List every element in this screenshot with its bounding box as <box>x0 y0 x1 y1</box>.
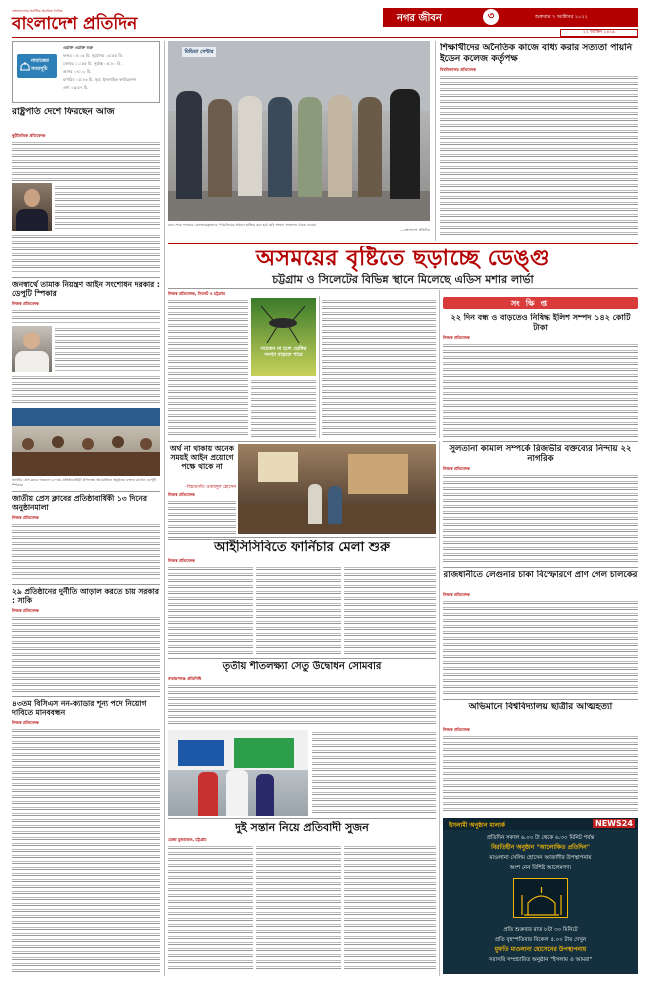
byline: কূটনৈতিক প্রতিবেদক <box>12 133 46 138</box>
byline: নিজস্ব প্রতিবেদক <box>12 608 39 613</box>
portrait-photo <box>12 326 52 372</box>
brief-news-bar <box>443 297 638 309</box>
furniture-photo <box>238 444 436 534</box>
photo-caption: র‍্যাব সদর দফতরে গ্রেফতারকৃতদের গণমাধ্যমের সামনে হাজির করা হয়। ছবি সংবাদ সম্মেলন থেকে নেওয়া <box>168 223 317 227</box>
headline-bcs[interactable]: ৪৩তম বিসিএস নন-ক্যাডার শূন্য পদে নিয়োগ দাবিতে মানববন্ধন <box>12 699 147 717</box>
ad-line: মাওলানা সেলিম হোসেন আজাদীর উপস্থাপনায় <box>489 855 592 861</box>
portrait-photo <box>12 183 52 231</box>
masthead-logo[interactable] <box>12 9 162 33</box>
headline-eden[interactable]: শিক্ষার্থীদের অনৈতিক কাজে বাধ্য করার সত্যতা পায়নি ইডেন কলেজ কর্তৃপক্ষ <box>440 43 633 64</box>
mosquito-illustration <box>251 298 316 376</box>
prayer-row: মাগরিব ০৫:৪৩ মি. সূত্র: ইসলামিক ফাউন্ডেশন <box>63 77 137 82</box>
headline-bridge[interactable]: তৃতীয় শীতলক্ষ্যা সেতু উদ্বোধন সোমবার <box>222 661 382 672</box>
news24-advertisement[interactable] <box>443 818 638 974</box>
news24-logo: NEWS24 <box>595 819 633 828</box>
prayer-header: ওয়াক্ত ওয়াক্ত শুরু <box>63 45 93 50</box>
headline-fund[interactable]: অর্থ না থাকায় অনেক সময়ই আইন প্রয়োগে পক্ষে থাকে না <box>170 444 234 471</box>
byline: বিশ্ববিদ্যালয় প্রতিবেদক <box>440 67 477 72</box>
byline: নিজস্ব প্রতিবেদক <box>168 492 195 497</box>
byline: নিজস্ব প্রতিবেদক <box>12 301 39 306</box>
date-bangla: ২২ আশ্বিন ১৪২৯ <box>560 29 638 37</box>
press-conference-photo <box>168 41 430 221</box>
section-bar <box>383 8 638 27</box>
prayer-row: জোহর ১১:৫৫ মি. সূর্যাস্ত ০৫:৪০ মি. <box>63 61 122 66</box>
byline: নিজস্ব প্রতিবেদক <box>443 466 470 471</box>
ad-line: প্রতিদিন সকাল ৬.০০ টা থেকে ৬.৩০ মিনিট পর্যন্ত <box>486 835 595 841</box>
headline-leguna[interactable]: রাজধানীতে লেগুনার চাকা বিস্ফোরণে প্রাণ গেল চালকের <box>443 570 638 580</box>
byline: নিজস্ব প্রতিবেদক <box>12 515 39 520</box>
media-center-sign: মিডিয়া সেন্টার <box>182 47 216 57</box>
prayer-row: ফজর ০৪:০৫ মি. সূর্যোদয় ০৫:৫৫ মি. <box>63 53 123 58</box>
byline: নিজস্ব প্রতিবেদক <box>168 558 195 563</box>
ad-top: ইসলামী অনুষ্ঠান মালার্ক <box>449 822 506 829</box>
byline: নারায়ণগঞ্জ প্রতিনিধি <box>168 676 202 681</box>
headline-sujon[interactable]: দুই সন্তান নিয়ে প্রতিবাদী সুজন <box>235 821 369 834</box>
photo-caption: জাতীয় প্রেস ক্লাবে গতকাল ৬০তম প্রতিষ্ঠাবার্ষিকী উপলক্ষে আয়োজিত অনুষ্ঠানে বক্তব্য রাখেন ডেপুটি স্পিকার <box>12 478 156 487</box>
mosque-icon <box>17 54 57 78</box>
section-name: নগর জীবন <box>397 13 442 24</box>
byline: রেজা মুজাম্মেল, চট্টগ্রাম <box>168 837 207 842</box>
headline-furniture-fair[interactable]: আইসিসিবিতে ফার্নিচার মেলা শুরু <box>214 540 390 555</box>
headline-press-club[interactable]: জাতীয় প্রেস ক্লাবের প্রতিষ্ঠাবার্ষিকী ১৩ দিনের অনুষ্ঠানমালা <box>12 494 147 512</box>
brief-news-label: সংক্ষিপ্ত <box>511 299 554 308</box>
subhead-dengue: চট্টগ্রাম ও সিলেটের বিভিন্ন স্থানে মিলেছে এডিস মশার লার্ভা <box>272 273 534 286</box>
ad-line: প্রতি শুক্রবার রাত ৮টা ৩০ মিনিটে <box>503 927 578 933</box>
headline-suicide[interactable]: অভিমানে বিশ্ববিদ্যালয় ছাত্রীর আত্মহত্যা <box>468 702 613 712</box>
byline: নিজস্ব প্রতিবেদক <box>443 335 470 340</box>
mosquito-icon <box>251 298 316 348</box>
byline: নিজস্ব প্রতিবেদক, সিলেট ও চট্টগ্রাম <box>168 291 226 296</box>
dengue-box-text: সচেতন না হলে ডেঙ্গির সংখ্যা বাড়তে পারে <box>260 346 307 358</box>
page-number: ৩ <box>483 9 499 25</box>
fund-attribution: -বিচারপতি ওবায়দুল হোসেন <box>185 485 236 490</box>
masthead-title: বাংলাদেশ প্রতিদিন <box>12 14 138 34</box>
protest-photo <box>168 730 308 816</box>
headline-sultana-kamal[interactable]: সুলতানা কামাল সম্পর্কে রিজভীর বক্তব্যের নিন্দায় ২২ নাগরিক <box>449 444 632 464</box>
date-line: শুক্রবার ৭ অক্টোবর ২০২২ <box>535 14 588 20</box>
prayer-times-box <box>12 41 160 103</box>
ad-line: বিরতিহীন অনুষ্ঠান "আলোকিত প্রতিদিন" <box>491 844 590 851</box>
headline-hilsa[interactable]: ২২ দিন বন্ধ ও বাড়তেও নিষিদ্ধ ইলিশ সম্পদ ১৪২ কোটি টাকা <box>450 313 631 332</box>
masthead-tagline: বাংলাদেশের সর্বাধিক প্রচারিত দৈনিক <box>12 9 63 13</box>
prayer-label-2: সময়সূচি <box>31 66 48 72</box>
headline-tobacco[interactable]: জনস্বার্থে তামাক নিয়ন্ত্রণ আইন সংশোধন দরকার : ডেপুটি স্পিকার <box>12 280 160 298</box>
headline-dengue[interactable]: অসময়ের বৃষ্টিতে ছড়াচ্ছে ডেঙ্গু <box>255 246 551 271</box>
byline: নিজস্ব প্রতিবেদক <box>12 720 39 725</box>
press-club-photo <box>12 408 160 476</box>
ad-line: মুফতি মাওলানা হোসেনের উপস্থাপনায় <box>494 946 587 953</box>
prayer-row: আসর ০৪:০২ মি. <box>63 69 92 74</box>
mosque-icon <box>513 878 568 918</box>
photo-credit: —বাংলাদেশ প্রতিদিন <box>400 228 430 232</box>
prayer-label-1: নামাজের <box>31 58 49 64</box>
headline-saki[interactable]: ২৯ প্রতিষ্ঠানের দুর্নীতি আড়াল করতে চায় সরকার : সাকি <box>12 587 159 605</box>
ad-line: অংশ নেন বিশিষ্ট আলেমগণ। <box>509 865 572 871</box>
prayer-row: এশা ০৬:৫৭ মি. <box>63 85 89 90</box>
ad-line: প্রতি বৃহস্পতিবার বিকেল ৫.০০ টায় দেখুন <box>494 937 587 943</box>
ad-line: সরাসরি সম্প্রচারিত অনুষ্ঠান "ইসলাম ও আমরা" <box>488 957 593 963</box>
headline-president[interactable]: রাষ্ট্রপতি দেশে ফিরছেন আজ <box>12 107 115 117</box>
byline: নিজস্ব প্রতিবেদক <box>443 592 470 597</box>
byline: নিজস্ব প্রতিবেদক <box>443 727 470 732</box>
